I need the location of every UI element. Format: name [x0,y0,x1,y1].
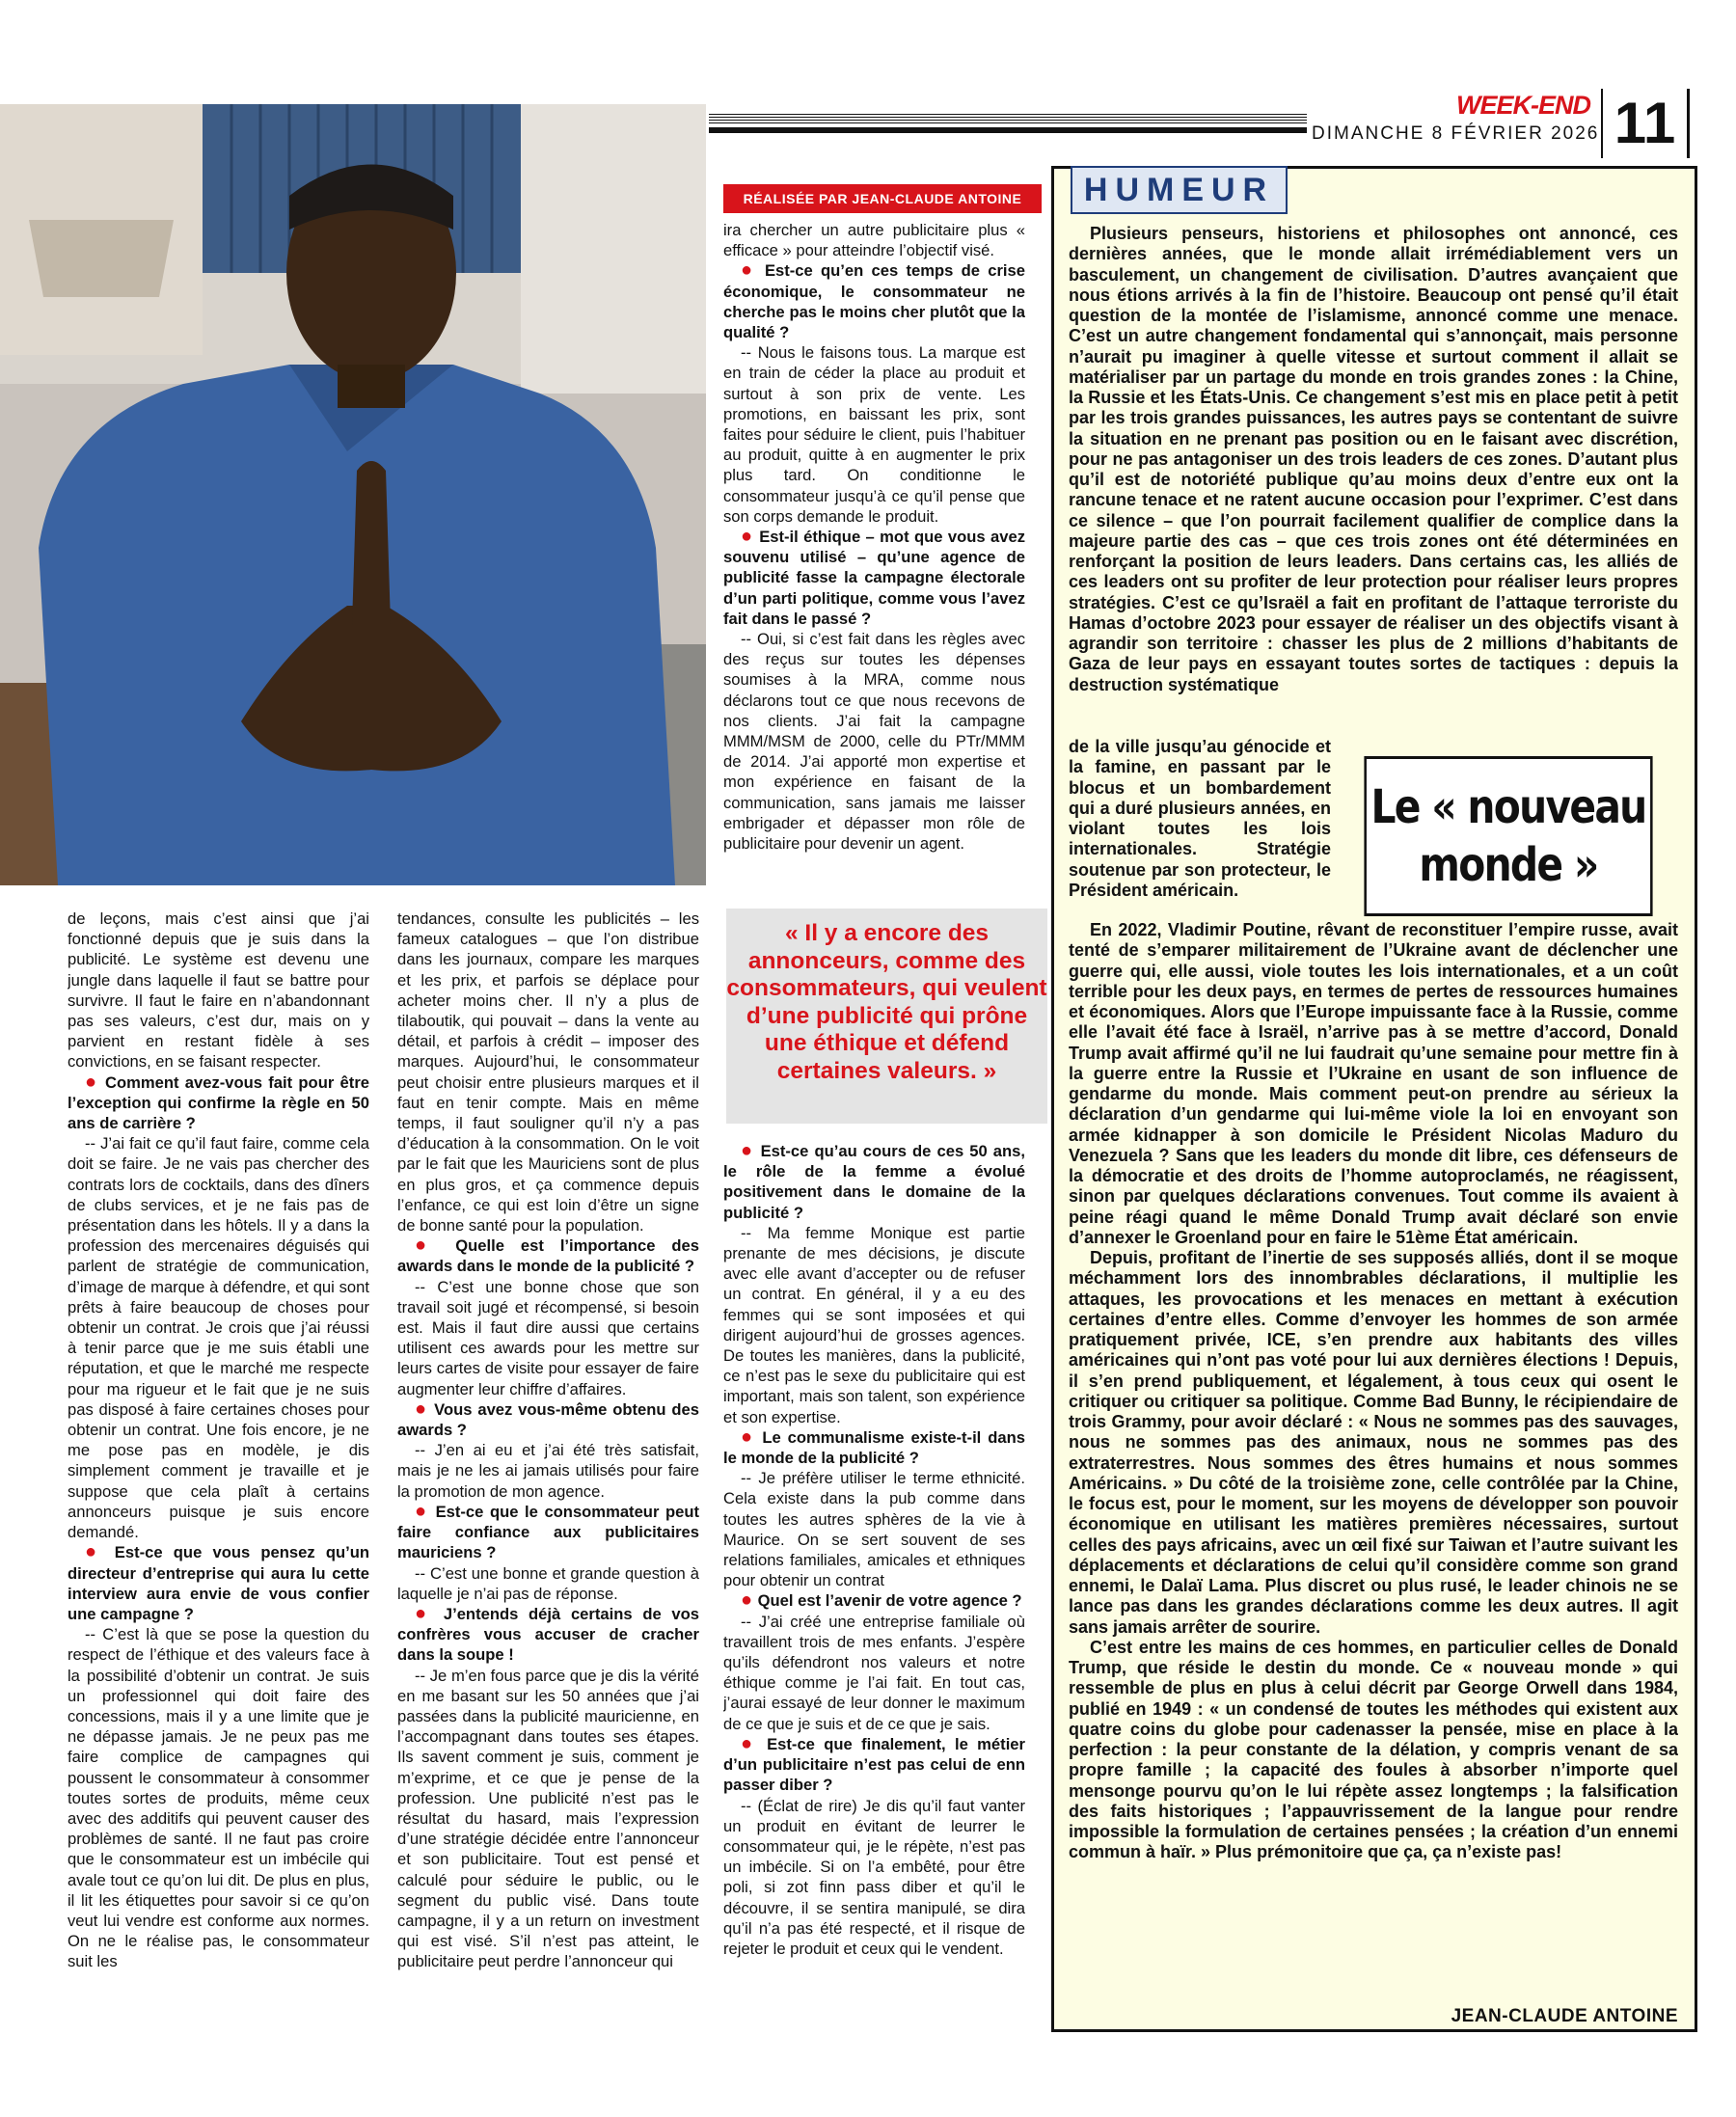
interview-photo [0,104,706,885]
question-text: Est-ce que vous pensez qu’un directeur d’entreprise qui aura lu cette interview aura envie de vous confier une campagne ? [68,1543,369,1623]
question-text: Le communalisme existe-t-il dans le monde de la publicité ? [723,1427,1025,1468]
question-text: Quel est l’avenir de votre agence ? [757,1591,1022,1611]
question-text: Est-ce que finalement, le métier d’un publicitaire n’est pas celui de enn passer diber ? [723,1734,1025,1795]
question-bullet-icon: ● [415,1602,444,1624]
interview-question [68,1072,369,1134]
interview-column-1 [68,909,369,2027]
interview-question [723,1141,1025,1223]
interview-column-3-bottom [723,1141,1025,2028]
header-rule [709,114,1307,125]
question-text: Comment avez-vous fait pour être l’exception qui confirme la règle en 50 ans de carrière ? [68,1072,369,1133]
interview-question [723,1590,1025,1611]
humeur-signature: JEAN-CLAUDE ANTOINE [1451,2006,1678,2026]
pull-quote: « Il y a encore des annonceurs, comme des consommateurs, qui veulent d’une publicité qui prône une éthique et défend certaines valeurs. » [726,909,1047,1124]
question-text: Quelle est l’importance des awards dans le monde de la publicité ? [397,1236,699,1276]
interview-paragraph: de leçons, mais c’est ainsi que j’ai fonctionné depuis que je suis dans la publicité. Le système est devenu une jungle dans laquelle il faut se battre pour survivre. Il faut le faire en n’abandonnant pas ses valeurs, c’est dur, mais on y parvient en restant fidèle à ses convictions, en se faisant respecter. [68,909,369,1072]
interview-question [397,1604,699,1666]
question-bullet-icon: ● [741,1732,768,1754]
interview-paragraph: -- (Éclat de rire) Je dis qu’il faut vanter un produit en évitant de leurrer le consommateur qui, je le répète, n’est pas un imbécile. Si on l’a embêté, pour être poli, si zot finn pass diber et qu’il le découvre, il se sentira manipulé, se dira qu’il n’a pas été respecté, et il risque de rejeter le produit et ceux qui le vendent. [723,1796,1025,1958]
humeur-title: Le « nouveau monde » [1364,756,1652,916]
question-bullet-icon: ● [415,1500,436,1522]
byline-banner: RÉALISÉE PAR JEAN-CLAUDE ANTOINE [723,184,1042,213]
question-bullet-icon: ● [741,1589,758,1612]
interview-paragraph: -- Oui, si c’est fait dans les règles avec des reçus sur toutes les dépenses soumises à la MRA, comme nous déclarons tout ce que nous recevons de nos clients. J’ai fait la campagne MMM/MSM de 2000, celle du PTr/MMM de 2014. J’ai apporté mon expertise et mon expérience en faisant de la communication, sans jamais me laisser embrigader et dépasser mon rôle de publicitaire pour devenir un agent. [723,630,1025,854]
question-bullet-icon: ● [741,1425,763,1448]
interview-column-3-top [723,220,1025,895]
interview-question [397,1399,699,1440]
humeur-paragraph: Depuis, profitant de l’inertie de ses supposés alliés, dont il se moque méchamment lors des innombrables déclarations, il multiplie les attaques, les provocations et les menaces en mettant à exécution certaines d’entre elles. Comme d’envoyer les hommes de son armée pratiquement privée, ICE, s’en prendre aux habitants des villes américaines qui n’ont pas voté pour lui aux dernières élections ! Depuis, il s’en prend publiquement, et légalement, à tous ceux qui osent le critiquer ou critiquer sa politique. Comme Bad Bunny, le récipiendaire de trois Grammy, pour avoir déclaré : « Nous ne sommes pas des sauvages, nous ne sommes pas des animaux, nous ne sommes pas des extraterrestres. Nous sommes des êtres humains et nous sommes Américains. » Du côté de la troisième zone, celle contrôlée par la Chine, le focus est, pour le moment, sur les moyens de développer son pouvoir économique en utilisant les matières premières nécessaires, surtout celles des pays africains, avec un œil fixé sur Taiwan et l’autre suivant les déplacements et déclarations de celui qu’il considère comme son grand ennemi, le Dalaï Lama. Plus discret ou plus rusé, le leader chinois ne se lance pas dans les grandes déclarations comme les deux autres. Il agit sans jamais arrêter de sourire. [1069,1248,1678,1637]
humeur-paragraph: En 2022, Vladimir Poutine, rêvant de reconstituer l’empire russe, avait tenté de s’emparer militairement de l’Ukraine avant de déclencher une guerre qui, elle aussi, viole toutes les lois internationales, et a un coût terrible pour les deux pays, en termes de pertes de ressources humaines et économiques. Alors que l’Europe impuissante face à la Russie, comme elle l’avait été face à Israël, n’arrive pas à se mettre d’accord, Donald Trump avait affirmé qu’il ne lui faudrait qu’une semaine pour mettre fin à la guerre entre la Russie et l’Ukraine en usant de son influence de gendarme du monde. Mais comment peut-on prendre au sérieux la déclaration d’un gendarme qui lui-même viole la loi en envoyant son armée kidnapper à son domicile le Président Nicolas Maduro du Venezuela ? Sans que les leaders du monde dit libre, ces défenseurs de la démocratie et des droits de l’homme autoproclamés, ne réagissent, sinon par quelques déclarations convenues. Tout comme ils avaient à peine réagi quand le même Donald Trump avait déclaré son envie d’annexer le Groenland pour en faire le 51ème État américain. [1069,920,1678,1247]
interview-paragraph: -- Je préfère utiliser le terme ethnicité. Cela existe dans la pub comme dans toutes les autres sphères de la vie à Maurice. On se sert souvent de ses relations familiales, amicales et ethniques pour obtenir un contrat [723,1469,1025,1590]
interview-paragraph: -- J’ai créé une entreprise familiale où travaillent trois de mes enfants. J’espère qu’ils défendront nos valeurs et notre éthique comme je l’ai fait. En tout cas, j’aurai essayé de leur donner le maximum de ce que je suis et de ce que je sais. [723,1612,1025,1733]
question-bullet-icon: ● [741,259,765,282]
dateline: DIMANCHE 8 FÉVRIER 2026 [1312,123,1600,144]
interview-paragraph: -- C’est là que se pose la question du respect de l’éthique et des valeurs face à la possibilité d’obtenir un contrat. Je suis un professionnel qui doit faire des concessions, mais il y a une limite que je ne dépasse jamais. Je ne peux pas me faire complice de campagnes qui poussent le consommateur à consommer toutes sortes de produits, même ceux avec des additifs qui peuvent causer des problèmes de santé. Il ne faut pas croire que le consommateur est un imbécile qui avale tout ce qu’on lui dit. De plus en plus, il lit les étiquettes pour savoir si ce qu’on veut lui vendre est conforme aux normes. On ne le réalise pas, le consommateur suit les [68,1625,369,1971]
interview-question [723,1734,1025,1796]
page-number: 11 [1601,89,1690,158]
question-bullet-icon: ● [415,1398,435,1420]
question-bullet-icon: ● [85,1541,115,1563]
interview-paragraph: -- Je m’en fous parce que je dis la vérité en me basant sur les 50 années que j’ai passées dans la publicité mauricienne, en l’accompagnant dans toutes ses étapes. Ils savent comment je suis, comment je m’exprime, et ce que je pense de la profession. Une publicité n’est pas le résultat du hasard, mais l’expression d’une stratégie décidée entre l’annonceur et son publicitaire. Tout est pensé et calculé pour séduire le public, ou le segment du public visé. Dans toute campagne, il y a un return on investment qui est visé. S’il n’est pas atteint, le publicitaire peut perdre l’annonceur qui [397,1666,699,1971]
interview-paragraph: -- Nous le faisons tous. La marque est en train de céder la place au produit et surtout à son prix de vente. Les promotions, en baissant les prix, sont faites pour séduire le client, puis l’habituer au produit, quitte à en augmenter le prix plus tard. On conditionne le consommateur jusqu’à ce qu’il pense que son corps demande le produit. [723,343,1025,526]
interview-paragraph: -- C’est une bonne chose que son travail soit jugé et récompensé, si besoin est. Mais il faut dire aussi que certains utilisent ces awards pour les mettre sur leurs cartes de visite pour essayer de faire augmenter leur chiffre d’affaires. [397,1277,699,1398]
question-text: Est-ce qu’en ces temps de crise économique, le consommateur ne cherche pas le moins cher plutôt que la qualité ? [723,261,1025,342]
interview-paragraph: -- J’ai fait ce qu’il faut faire, comme cela doit se faire. Je ne vais pas chercher des contrats lors de cocktails, dans des dîners de clubs services, et je ne fais pas de présentation dans les hôtels. Il y a dans la profession des mercenaires déguisés qui parlent de stratégie de communication, d’image de marque à défendre, et qui sont prêts à faire beaucoup de choses pour obtenir un contrat. Je crois que j’ai réussi à tenir parce que je me suis établi une réputation, et que le marché me respecte pour ma rigueur et le fait que je ne suis pas disposé à faire certaines choses pour obtenir un contrat. Une fois encore, je ne me pose pas en modèle, je dis simplement comment je travaille et je suppose que cela plaît à certains annonceurs puisque je suis encore demandé. [68,1134,369,1542]
interview-paragraph: tendances, consulte les publicités – les fameux catalogues – que l’on distribue dans les journaux, compare les marques et les prix, et parfois se déplace pour acheter moins cher. Il n’y a plus de tilaboutik, qui pouvait – dans la vente au détail, et parfois à crédit – imposer des marques. Aujourd’hui, le consommateur peut choisir entre plusieurs marques et il faut en tenir compte. Mais en même temps, il faut souligner qu’il n’y a pas d’éducation à la consommation. On le voit par le fait que les Mauriciens sont de plus en plus gros, et ça commence depuis l’enfance, ce qui est loin d’être un signe de bonne santé pour la population. [397,909,699,1235]
interview-question [723,527,1025,629]
question-bullet-icon: ● [85,1071,105,1093]
humeur-paragraph: C’est entre les mains de ces hommes, en particulier celles de Donald Trump, que réside le destin du monde. Ce « nouveau monde » qui ressemble de plus en plus à celui décrit par George Orwell dans 1984, publié en 1949 : « un condensé de toutes les méthodes qui existent aux quatre coins du globe pour cadenasser la pensée, mise en place à la perfection : la peur constante de la délation, y compris venant de sa propre famille ; la capacité des foules à absorber n’importe quel mensonge pourvu qu’on le lui répète assez longtemps ; la falsification des faits historiques ; l’appauvrissement de la langue pour rendre impossible la formulation de certaines pensées ; la création d’un ennemi commun à haïr. » Plus prémonitoire que ça, ça n’existe pas! [1069,1637,1678,1862]
interview-question [397,1502,699,1563]
interview-paragraph: ira chercher un autre publicitaire plus « efficace » pour atteindre l’objectif visé. [723,221,1025,260]
interview-paragraph: -- J’en ai eu et j’ai été très satisfait, mais je ne les ai jamais utilisés pour faire la promotion de mon agence. [397,1441,699,1501]
question-text: Est-ce que le consommateur peut faire confiance aux publicitaires mauriciens ? [397,1502,699,1562]
question-text: Vous avez vous-même obtenu des awards ? [397,1399,699,1440]
humeur-text-body [1069,920,1678,2000]
interview-question [397,1235,699,1276]
interview-question [723,260,1025,342]
interview-paragraph: -- C’est une bonne et grande question à laquelle je n’ai pas de réponse. [397,1563,699,1603]
question-bullet-icon: ● [415,1235,456,1257]
humeur-text-narrow: de la ville jusqu’au génocide et la famine, en passant par le blocus et un bombardement qui a duré plusieurs années, en violant toutes les lois internationales. Stratégie soutenue par son protecteur, le Président américain. [1069,737,1331,900]
brand-logo: WEEK-END [1456,91,1590,120]
header-rule-thick [709,127,1307,133]
question-text: Est-il éthique – mot que vous avez souvenu utilisé – qu’une agence de publicité fasse la campagne électorale d’un parti politique, comme vous l’avez fait dans le passé ? [723,528,1025,628]
interview-paragraph: -- Ma femme Monique est partie prenante de mes décisions, je discute avec elle avant d’accepter ou de refuser un contrat. En général, il y a eu des femmes qui se sont imposées et qui dirigent aujourd’hui de grosses agences. De toutes les manières, dans la publicité, ce n’est pas le sexe du publicitaire qui est important, mais son talent, son expérience et son expertise. [723,1223,1025,1426]
interview-question [723,1427,1025,1468]
humeur-text-top: Plusieurs penseurs, historiens et philosophes ont annoncé, ces dernières années, que le monde allait irrémédiablement vers un basculement, un changement de civilisation. D’autres avançaient que nous étions arrivés à la fin de l’histoire. Beaucoup ont pensé qu’il était question de la montée de l’islamisme, annoncé comme une menace. C’est un autre changement fondamental qui s’annonçait, mais personne n’aurait pu imaginer à quelle vitesse et surtout comment il allait se matérialiser par un partage du monde en trois grandes zones : la Chine, la Russie et les États-Unis. Ce changement s’est mis en place petit à petit par les trois grandes puissances, les autres pays se contentant de suivre la situation en ne prenant pas position ou en le faisant avec discrétion, pour ne pas antagoniser un des trois leaders de ces zones. D’autant plus qu’il est de notoriété publique qu’au moins deux d’entre eux ont la rancune tenace et ne ratent aucune occasion pour l’exprimer. C’est dans ce silence – que l’on pourrait facilement qualifier de complice dans la majeure partie des cas – que ces trois zones ont été déterminées en renforçant la position de leurs leaders. Dans certains cas, les alliés de ces leaders ont su profiter de leur protection pour réaliser leurs propres stratégies. C’est ce qu’Israël a fait en profitant de l’attaque terroriste du Hamas d’octobre 2023 pour essayer de réaliser un des objectifs visant à agrandir son territoire : chasser les plus de 2 millions d’habitants de Gaza de leur pays en essayant toutes sortes de tactiques : depuis la destruction systématique [1069,224,1678,694]
interview-question [68,1542,369,1624]
humeur-label: HUMEUR [1071,166,1288,214]
interview-column-2 [397,909,699,2027]
question-bullet-icon: ● [741,1141,761,1161]
question-text: J’entends déjà certains de vos confrères vous accuser de cracher dans la soupe ! [397,1604,699,1665]
question-text: Est-ce qu’au cours de ces 50 ans, le rôle de la femme a évolué positivement dans le domaine de la publicité ? [723,1142,1025,1222]
question-bullet-icon: ● [741,526,760,548]
